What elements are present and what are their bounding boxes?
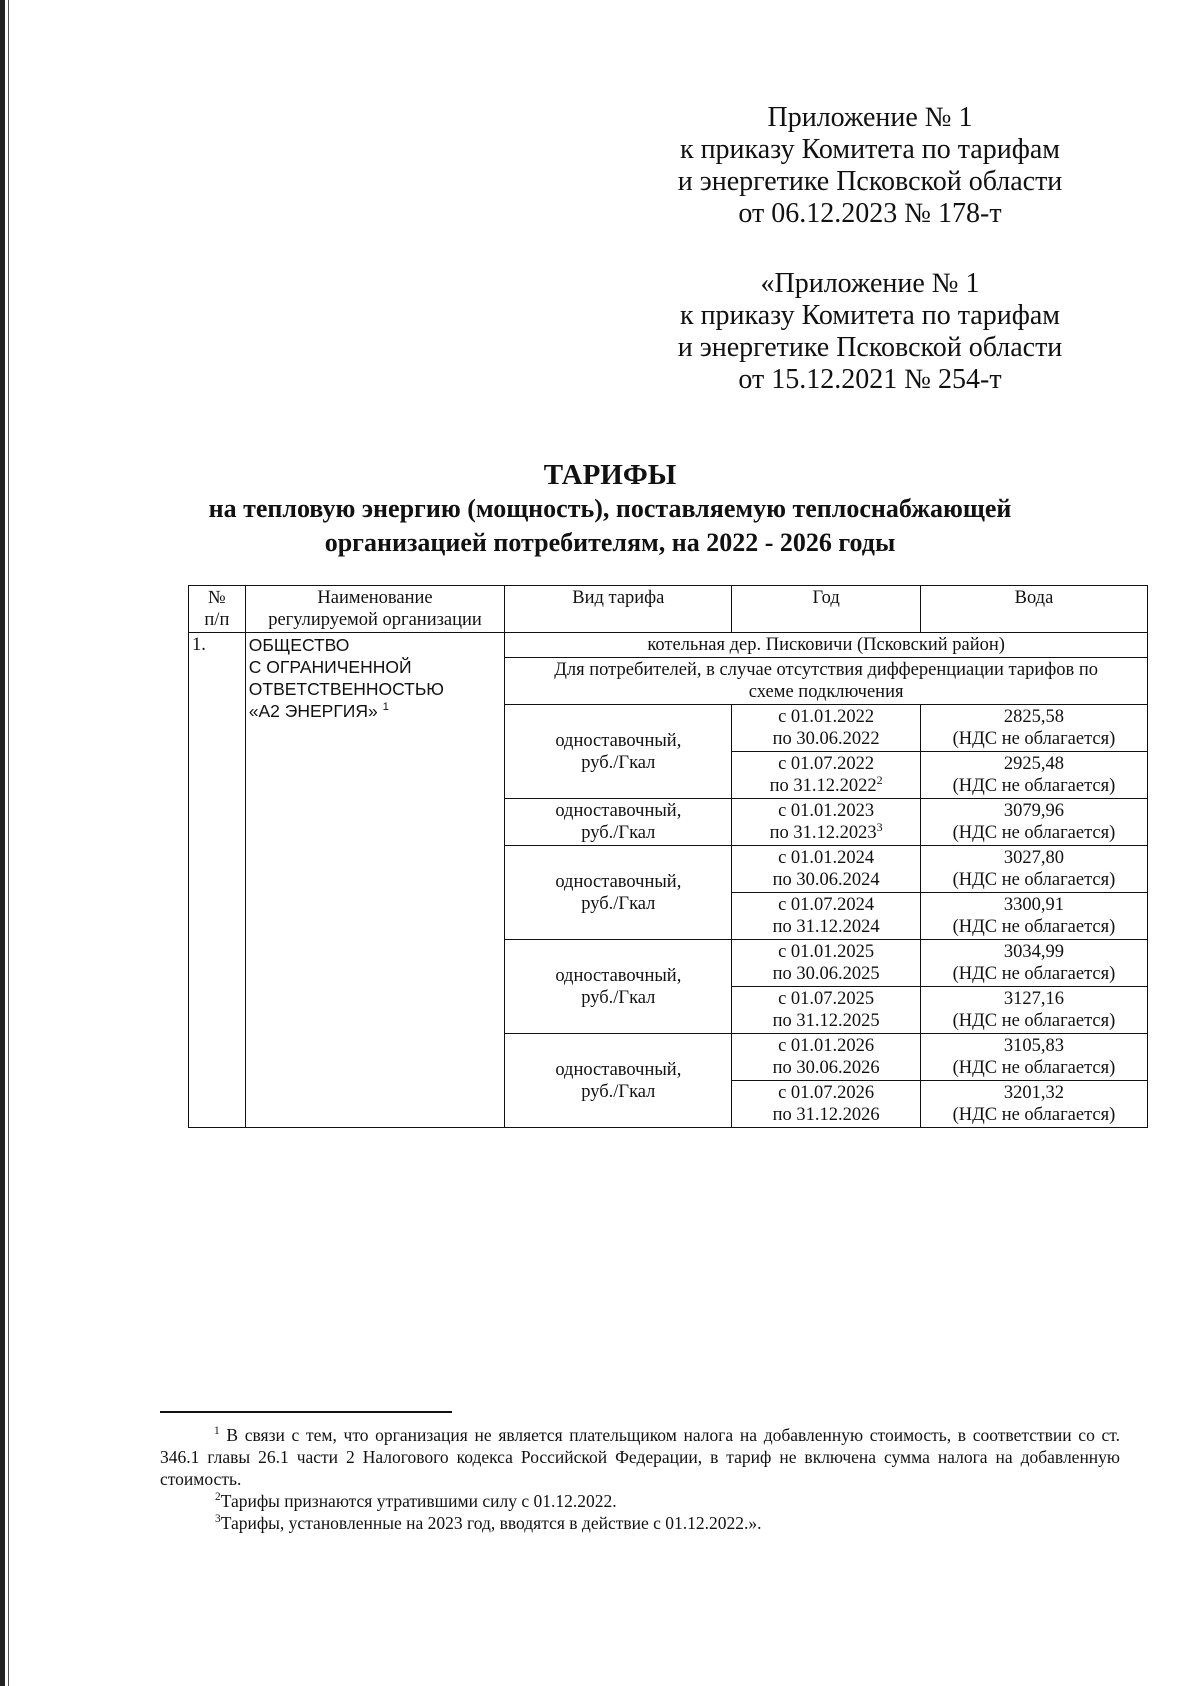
appendix-line: Приложение № 1 [767,102,973,133]
period-to-wrap [735,819,917,844]
vat-note: (НДС не облагается) [952,1105,1116,1125]
vat-note: (НДС не облагается) [952,823,1116,843]
org-line-text: «А2 ЭНЕРГИЯ» [248,701,378,721]
tariff-type-line: одноставочный, [555,801,682,821]
tariff-type [505,1034,732,1128]
document-title [150,458,1070,560]
header-year: Год [732,586,921,633]
table-header-row [189,586,1148,633]
header-type: Вид тарифа [505,586,732,633]
boiler-name: котельная дер. Писковичи (Псковский район) [505,633,1148,658]
consumer-line: схеме подключения [748,682,904,702]
period-from: с 01.07.2026 [778,1083,875,1103]
period-from: с 01.01.2022 [778,707,875,727]
period-to: по 31.12.2024 [772,917,880,937]
tariff-value [920,846,1147,893]
period-to: по 31.12.2025 [772,1011,880,1031]
period-from: с 01.07.2022 [778,754,875,774]
tariff-value [920,987,1147,1034]
tariff-type-line: одноставочный, [555,1059,682,1080]
period-to-wrap [735,772,917,797]
appendix-line: и энергетике Псковской области [677,166,1063,197]
tariff-amount: 2825,58 [1003,707,1065,727]
tariff-type-unit: руб./Гкал [581,823,656,843]
appendix-line: от 15.12.2021 № 254-т [738,364,1002,395]
footnote-mark: 2 [215,1491,221,1504]
tariff-period [732,940,921,987]
org-line: С ОГРАНИЧЕННОЙ [248,657,412,677]
organization-name [245,633,505,1128]
footnote-mark: 1 [214,1425,220,1438]
vat-note: (НДС не облагается) [952,870,1116,890]
period-to: по 30.06.2022 [772,729,880,749]
appendix-line: «Приложение № 1 [760,268,980,299]
tariff-period [732,799,921,846]
tariff-table [188,585,1148,1128]
header-text: п/п [204,610,230,630]
footnote-text: Тарифы, установленные на 2023 год, вводятся в действие с 01.12.2022.». [220,1513,762,1533]
row-number: 1. [189,633,246,1128]
tariff-value [920,940,1147,987]
footnote-mark: 3 [215,1513,221,1526]
period-to: по 30.06.2025 [772,964,880,984]
period-to: по 30.06.2024 [772,870,880,890]
appendix-line: к приказу Комитета по тарифам [679,300,1061,331]
tariff-amount: 3105,83 [1003,1036,1065,1056]
tariff-period [732,987,921,1034]
tariff-type-line: одноставочный, [555,965,682,986]
footnote-2 [160,1490,1120,1512]
header-text: регулируемой организации [268,610,482,630]
appendix-line: к приказу Комитета по тарифам [679,134,1061,165]
footnote-ref: 2 [876,772,883,787]
header-water: Вода [920,586,1147,633]
period-to: по 31.12.2022 [769,776,877,796]
tariff-type-unit: руб./Гкал [581,893,656,914]
footnotes [160,1424,1120,1534]
tariff-type [505,799,732,846]
tariff-type-line: одноставочный, [555,871,682,892]
tariff-type [505,940,732,1034]
page-left-edge [0,0,5,1686]
tariff-value [920,752,1147,799]
header-text: Наименование [317,588,433,608]
period-to-wrap [735,1057,917,1079]
period-to-wrap [735,963,917,985]
period-to: по 30.06.2026 [772,1058,880,1078]
period-from: с 01.07.2025 [778,989,875,1009]
tariff-value [920,705,1147,752]
period-from: с 01.01.2025 [778,942,875,962]
tariff-amount: 3201,32 [1003,1083,1065,1103]
tariff-amount: 3127,16 [1003,989,1065,1009]
tariff-period [732,752,921,799]
footnote-ref: 1 [382,701,389,714]
tariff-amount: 3079,96 [1003,801,1065,821]
table-row [189,633,1148,658]
tariff-amount: 3300,91 [1003,895,1065,915]
period-from: с 01.01.2024 [778,848,875,868]
footnote-divider [160,1411,452,1413]
period-from: с 01.01.2026 [778,1036,875,1056]
vat-note: (НДС не облагается) [952,729,1116,749]
tariff-type-unit: руб./Гкал [581,987,656,1008]
footnote-text: В связи с тем, что организация не является плательщиком налога на добавленную стоимость, в соответствии со ст. 346.1 главы 26.1 части 2 Налогового кодекса Российской Федерации, в тариф не включена сумма налога на добавленную стоимость. [160,1425,1120,1489]
period-from: с 01.07.2024 [778,895,875,915]
tariff-type-line: одноставочный, [555,730,682,751]
period-to-wrap [735,916,917,938]
tariff-amount: 2925,48 [1003,754,1065,774]
vat-note: (НДС не облагается) [952,964,1116,984]
appendix-previous-header [640,268,1100,396]
appendix-line: и энергетике Псковской области [677,332,1063,363]
footnote-1 [160,1424,1120,1490]
vat-note: (НДС не облагается) [952,917,1116,937]
header-num [189,586,246,633]
org-line: ОТВЕТСТВЕННОСТЬЮ [248,679,444,699]
tariff-amount: 3034,99 [1003,942,1065,962]
period-to-wrap [735,728,917,750]
footnote-text: Тарифы признаются утратившими силу с 01.12.2022. [220,1491,617,1511]
tariff-amount: 3027,80 [1003,848,1065,868]
tariff-type [505,846,732,940]
period-to: по 31.12.2026 [772,1105,880,1125]
tariff-type [505,705,732,799]
title-line: на тепловую энергию (мощность), поставляемую теплоснабжающей [208,494,1012,523]
tariff-period [732,1034,921,1081]
consumer-line: Для потребителей, в случае отсутствия дифференциации тарифов по [554,660,1098,680]
tariff-type-unit: руб./Гкал [581,1081,656,1102]
tariff-value [920,893,1147,940]
header-text: № [208,588,226,608]
tariff-value [920,799,1147,846]
header-org [245,586,505,633]
period-to-wrap [735,1104,917,1126]
vat-note: (НДС не облагается) [952,1058,1116,1078]
page-left-edge-line [8,0,9,1686]
org-line [249,700,502,722]
tariff-period [732,1081,921,1128]
tariff-type-unit: руб./Гкал [581,752,656,773]
period-to: по 31.12.2023 [769,823,877,843]
vat-note: (НДС не облагается) [952,1011,1116,1031]
consumer-category [505,658,1148,705]
tariff-period [732,705,921,752]
tariff-period [732,893,921,940]
footnote-ref: 3 [876,819,883,834]
period-to-wrap [735,869,917,891]
tariff-value [920,1081,1147,1128]
appendix-current-header [640,102,1100,230]
tariff-value [920,1034,1147,1081]
appendix-line: от 06.12.2023 № 178-т [738,198,1002,229]
org-line: ОБЩЕСТВО [248,635,350,655]
title-line: организацией потребителям, на 2022 - 2026 годы [324,528,896,557]
vat-note: (НДС не облагается) [952,776,1116,796]
title-main: ТАРИФЫ [543,459,677,491]
period-to-wrap [735,1010,917,1032]
footnote-3 [160,1512,1120,1534]
period-from: с 01.01.2023 [778,801,875,821]
tariff-period [732,846,921,893]
table-body [189,633,1148,1128]
